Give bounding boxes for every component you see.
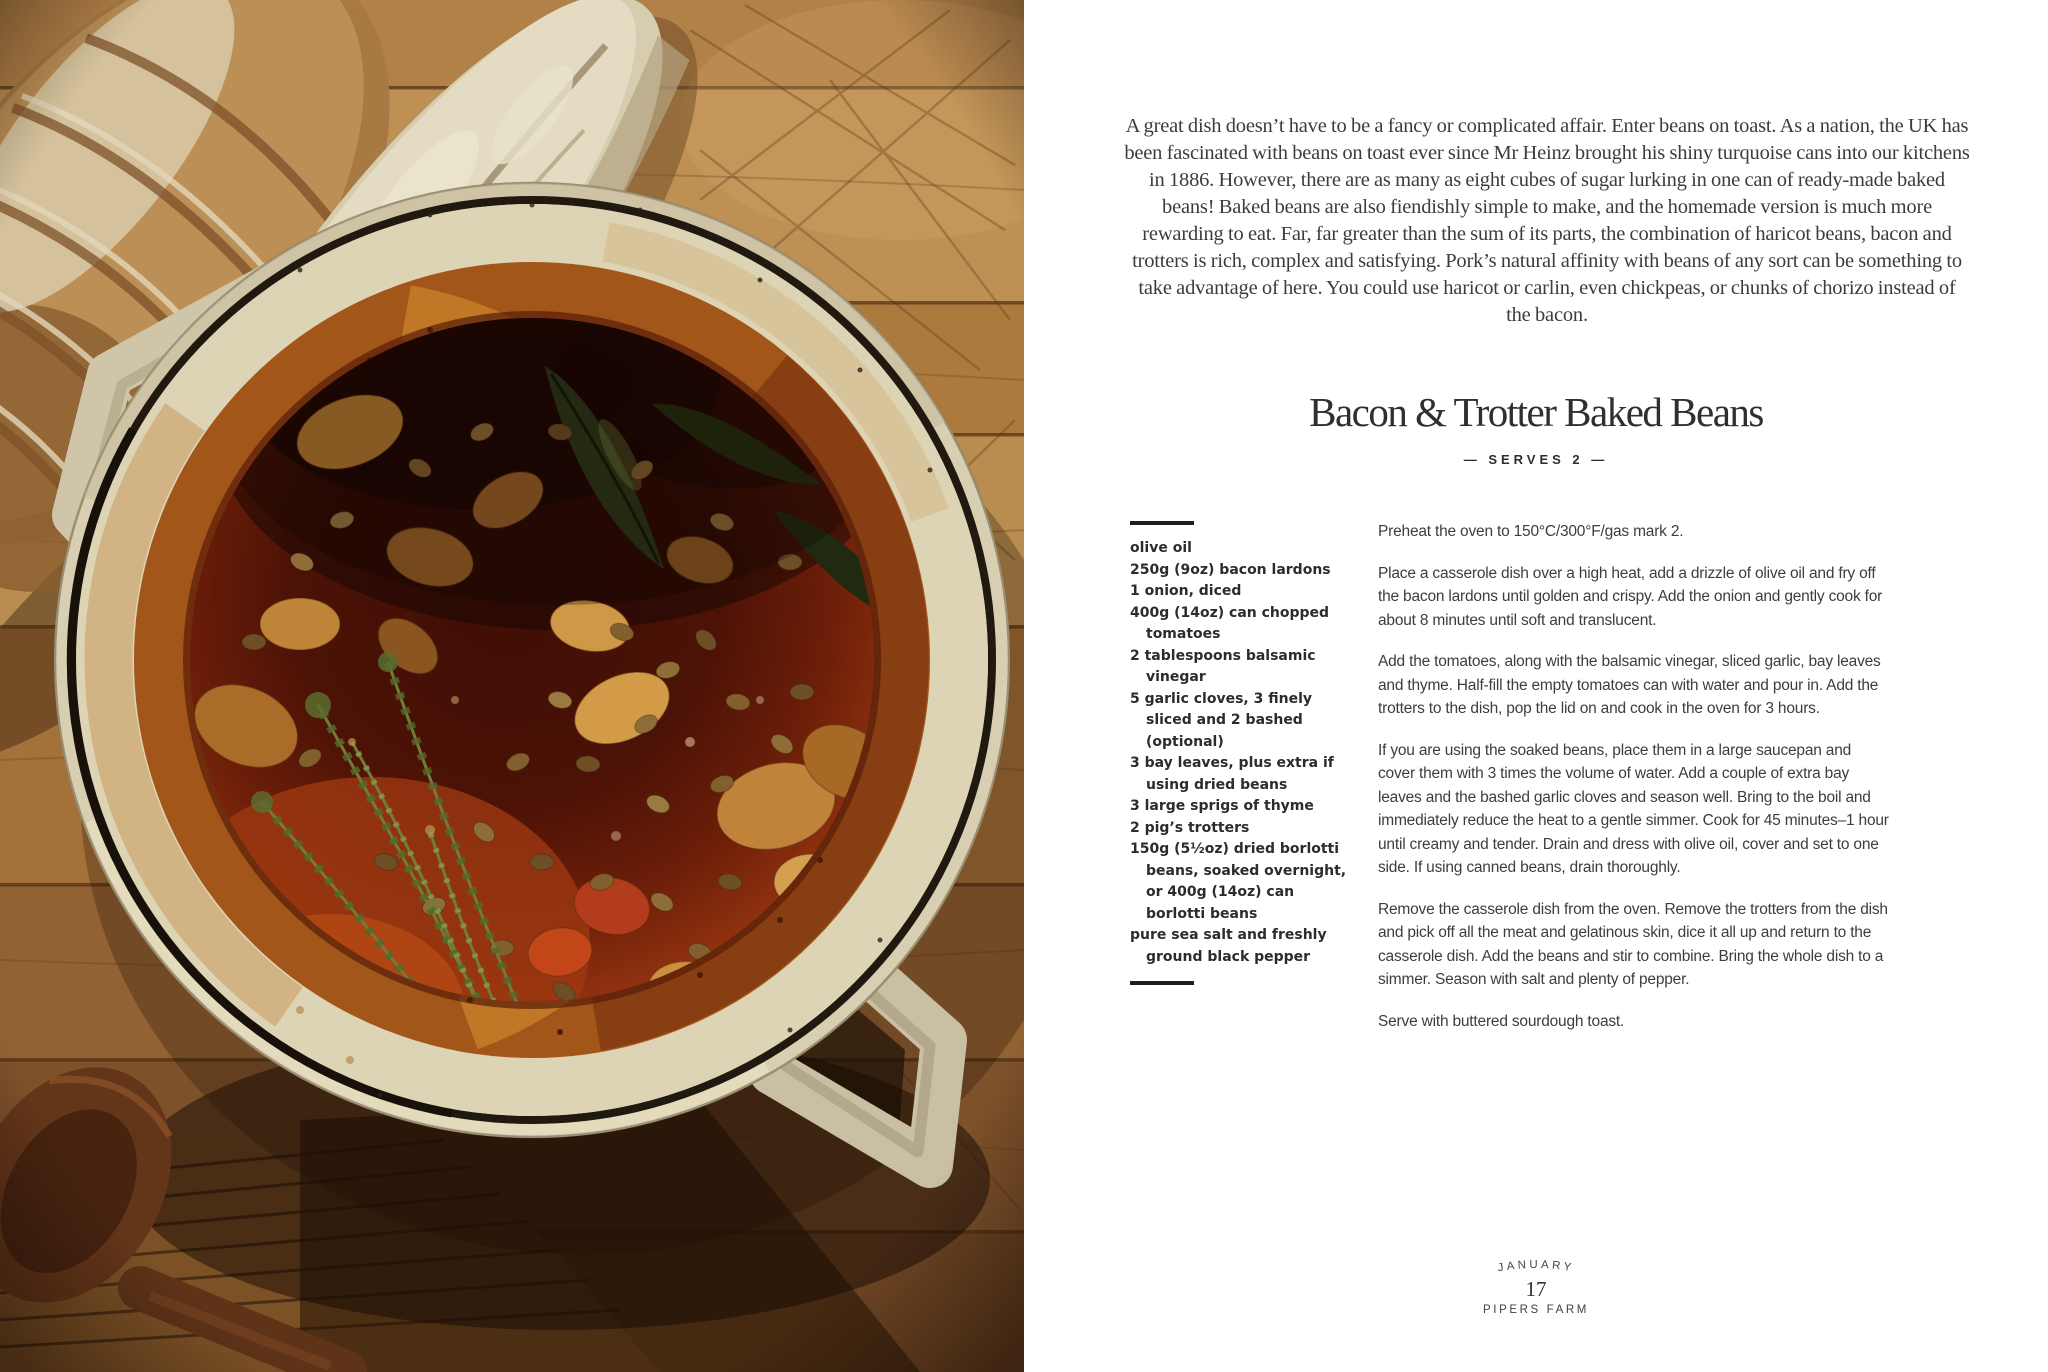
method-paragraph: Preheat the oven to 150°C/300°F/gas mark 2. <box>1378 523 1684 540</box>
recipe-page <box>1024 0 2048 1372</box>
ingredient-item: 400g (14oz) can chopped tomatoes <box>1130 604 1330 642</box>
ingredient-item: 5 garlic cloves, 3 finely sliced and 2 bashed (optional) <box>1130 690 1312 750</box>
serves-line: — SERVES 2 — <box>1463 452 1609 467</box>
ingredients-rule-bottom <box>1130 981 1194 985</box>
ingredient-item: 1 onion, diced <box>1130 583 1242 599</box>
ingredients-list <box>1130 521 1348 985</box>
method-paragraph: Add the tomatoes, along with the balsamic vinegar, sliced garlic, bay leaves and thyme. Half-fill the empty tomatoes can with water and pour in. Add the trotters to the dish, pop the lid on and cook in the oven for 3 hours. <box>1378 653 1881 717</box>
ingredient-item: pure sea salt and freshly ground black pepper <box>1130 927 1327 965</box>
ingredient-item: 3 large sprigs of thyme <box>1130 798 1314 814</box>
ingredient-item: 150g (5½oz) dried borlotti beans, soaked overnight, or 400g (14oz) can borlotti beans <box>1130 841 1347 922</box>
ingredient-item: 3 bay leaves, plus extra if using dried beans <box>1130 755 1334 793</box>
method-paragraph: Place a casserole dish over a high heat, add a drizzle of olive oil and fry off the bacon lardons until golden and crispy. Add the onion and gently cook for about 8 minutes until soft and translucent. <box>1378 564 1883 629</box>
ingredient-item: 2 pig’s trotters <box>1130 819 1250 836</box>
method-paragraph: Serve with buttered sourdough toast. <box>1378 1012 1625 1030</box>
svg-text:JANUARY: JANUARY <box>1496 1258 1576 1275</box>
page-footer <box>1024 1254 2048 1316</box>
method-paragraph: Remove the casserole dish from the oven. Remove the trotters from the dish and pick off all the meat and gelatinous skin, dice it all up and return to the casserole dish. Add the beans and stir to combine. Bring the whole dish to a simmer. Season with salt and plenty of pepper. <box>1378 900 1888 988</box>
footer-brand: PIPERS FARM <box>1483 1304 1589 1316</box>
ingredient-item: olive oil <box>1130 540 1192 556</box>
method-paragraph: If you are using the soaked beans, place them in a large saucepan and cover them with 3 times the volume of water. Add a couple of extra bay leaves and the bashed garlic cloves and season well. Bring to the boil and immediately reduce the heat to a gentle simmer. Cook for 45 minutes–1 hour until creamy and tender. Drain and dress with olive oil, cover and set to one side. If using canned beans, drain thoroughly. <box>1378 741 1889 876</box>
intro-paragraph: A great dish doesn’t have to be a fancy or complicated affair. Enter beans on toast. As a nation, the UK has been fascinated with beans on toast ever since Mr Heinz brought his shiny turquoise cans into our kitchens in 1886. However, there are as many as eight cubes of sugar lurking in one can of ready-made baked beans! Baked beans are also fiendishly simple to make, and the homemade version is much more rewarding to eat. Far, far greater than the sum of its parts, the combination of haricot beans, bacon and trotters is rich, complex and satisfying. Pork’s natural affinity with beans of any sort can be something to take advantage of here. You could use haricot or carlin, even chickpeas, or chunks of chorizo instead of the bacon. <box>1124 115 1970 326</box>
ingredients-rule-top <box>1130 521 1194 525</box>
footer-day: 17 <box>1525 1277 1547 1301</box>
ingredient-item: 250g (9oz) bacon lardons <box>1130 561 1331 578</box>
method-steps <box>1378 520 1890 1051</box>
recipe-title: Bacon & Trotter Baked Beans <box>1309 389 1763 435</box>
ingredient-item: 2 tablespoons balsamic vinegar <box>1130 647 1316 685</box>
